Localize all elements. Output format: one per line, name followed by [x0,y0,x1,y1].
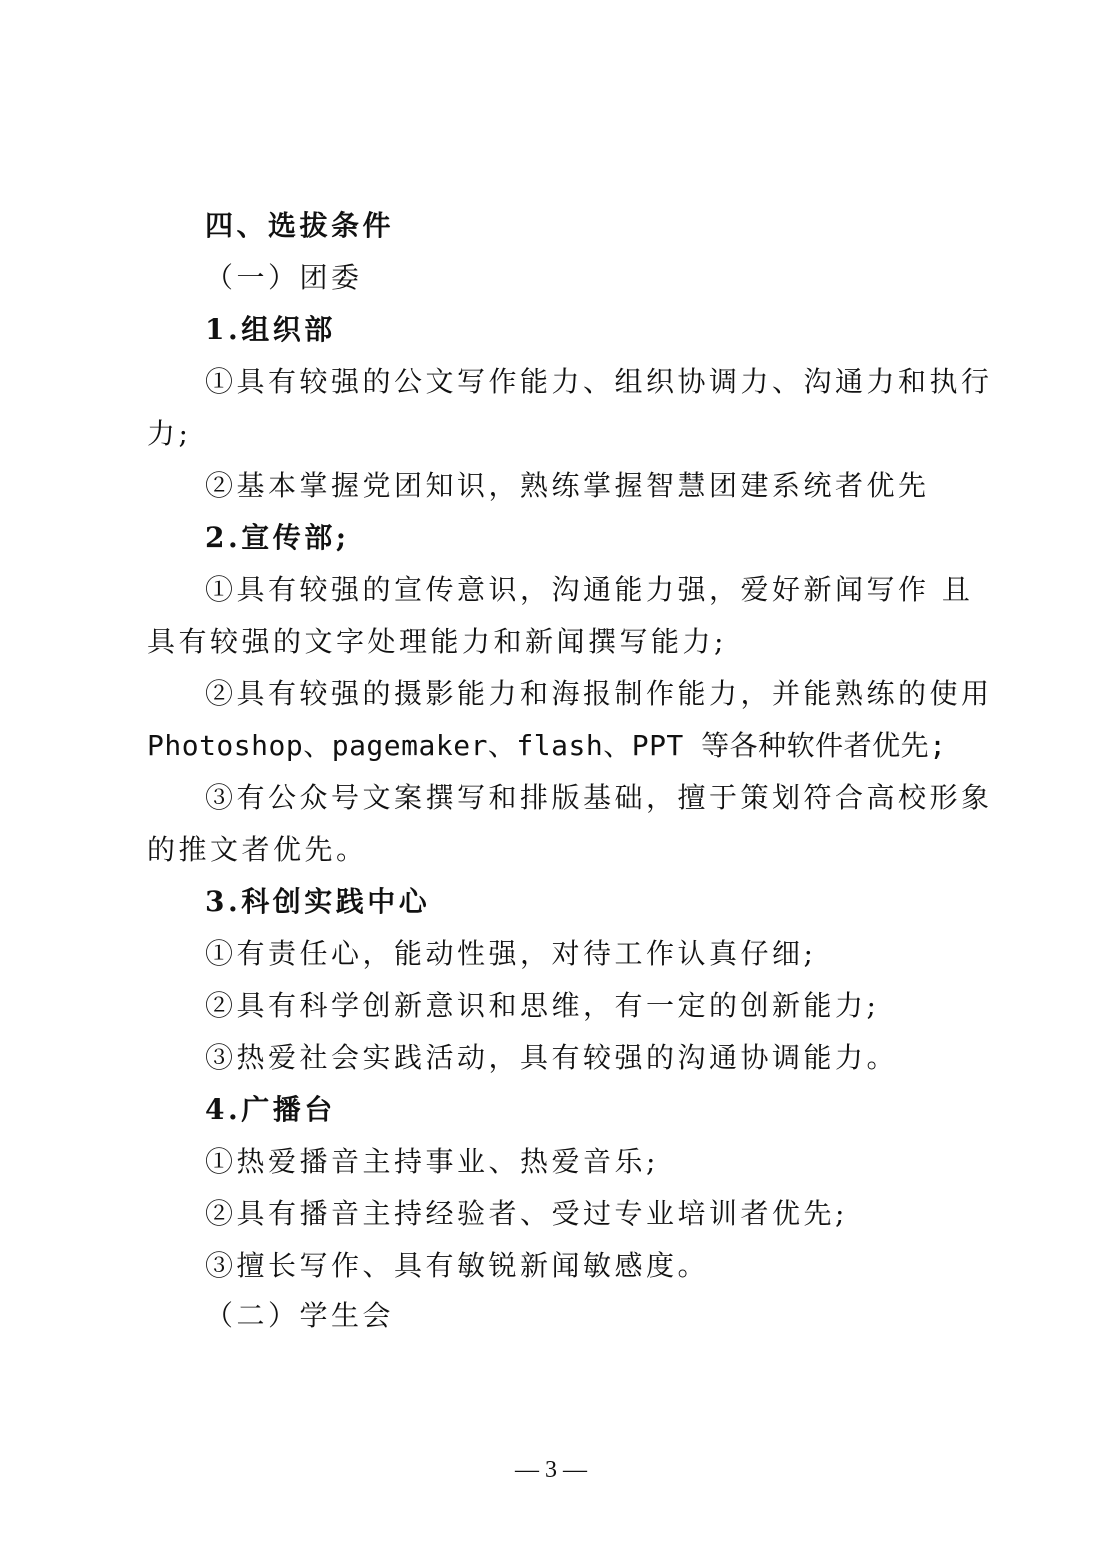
paragraph-line: 力; [147,417,192,450]
paragraph-line: ①具有较强的宣传意识，沟通能力强，爱好新闻写作 且 [205,573,974,606]
page-number: — 3 — [515,1457,587,1483]
paragraph-line: ③热爱社会实践活动，具有较强的沟通协调能力。 [205,1041,899,1074]
paragraph-line: 具有较强的文字处理能力和新闻撰写能力; [147,625,727,658]
paragraph-line: ①具有较强的公文写作能力、组织协调力、沟通力和执行 [205,365,993,398]
dept-heading-innovation-center: 3.科创实践中心 [205,885,431,918]
section-title: 四、选拔条件 [205,209,395,242]
paragraph-line: ③有公众号文案撰写和排版基础，擅于策划符合高校形象 [205,781,993,814]
paragraph-line: ①有责任心，能动性强，对待工作认真仔细; [205,937,817,970]
paragraph-line: ③擅长写作、具有敏锐新闻敏感度。 [205,1249,710,1282]
paragraph-line: ①热爱播音主持事业、热爱音乐; [205,1145,659,1178]
paragraph-line: ②具有较强的摄影能力和海报制作能力，并能熟练的使用 [205,677,993,710]
subsection-heading-tuanwei: （一）团委 [205,261,363,294]
paragraph-line: Photoshop、pagemaker、flash、PPT 等各种软件者优先; [147,729,947,762]
paragraph-line: ②具有科学创新意识和思维，有一定的创新能力; [205,989,880,1022]
paragraph-line: ②具有播音主持经验者、受过专业培训者优先; [205,1197,848,1230]
paragraph-line: 的推文者优先。 [147,833,368,866]
dept-heading-organization: 1.组织部 [205,313,336,346]
paragraph-line: ②基本掌握党团知识，熟练掌握智慧团建系统者优先 [205,469,930,502]
dept-heading-publicity: 2.宣传部; [205,521,350,554]
dept-heading-broadcast: 4.广播台 [205,1093,336,1126]
subsection-heading-student-union: （二）学生会 [205,1299,395,1332]
